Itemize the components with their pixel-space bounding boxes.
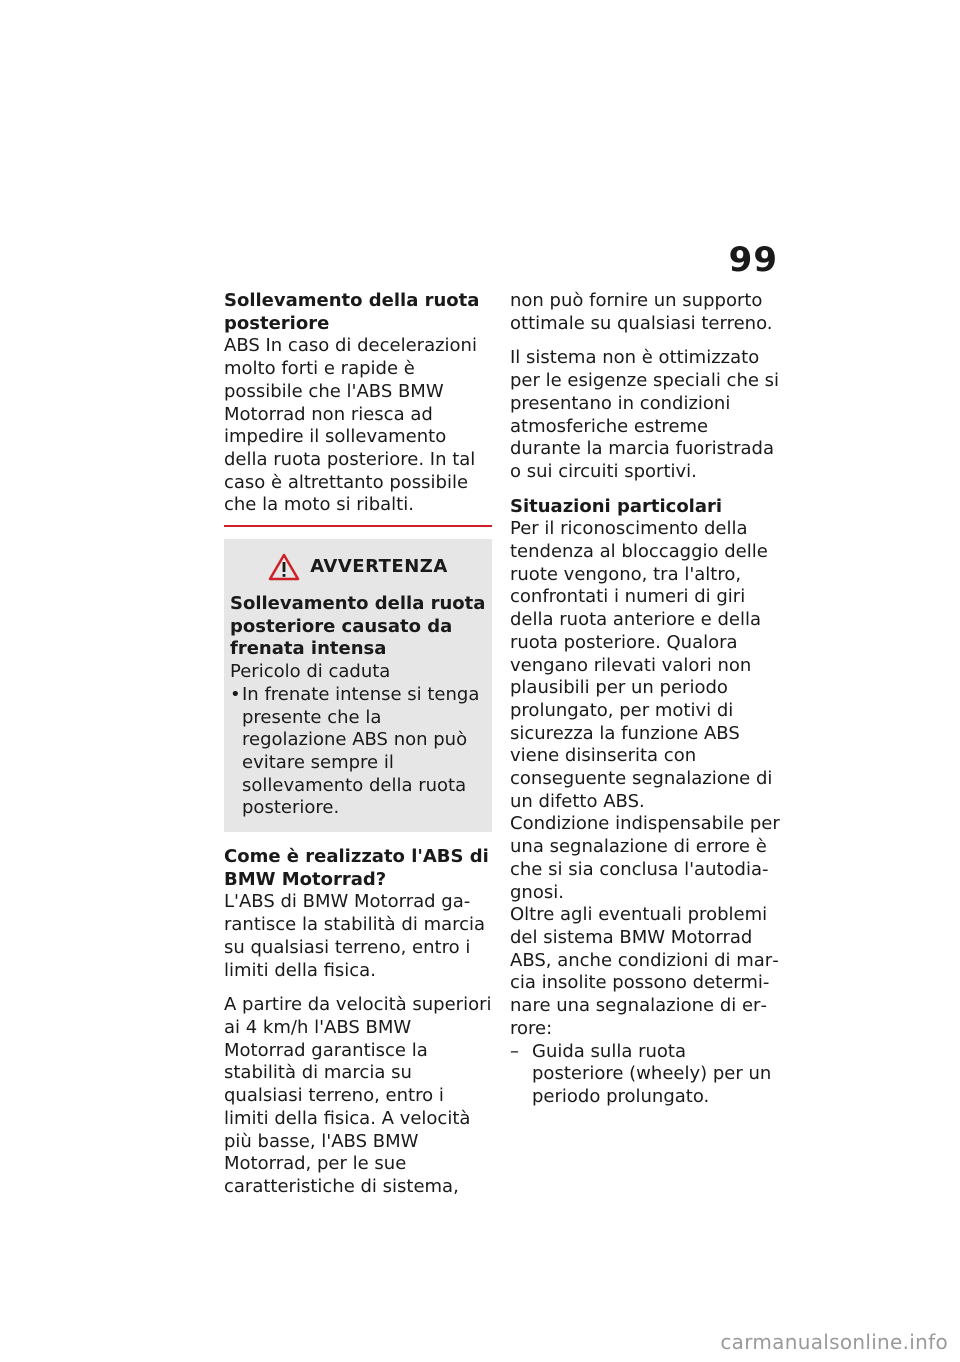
warning-triangle-icon <box>268 553 300 581</box>
section-rear-wheel-lift <box>224 290 492 527</box>
left-column <box>224 290 492 1211</box>
warning-box <box>224 539 492 832</box>
list-item-text: In frenate intense si tenga presente che la regolazione ABS non può evitare sempre il sollevamento della ruota posteriore. <box>242 683 480 819</box>
section-heading: Situazioni particolari <box>510 495 723 517</box>
section-heading: Sollevamento della ruota posteriore <box>224 290 480 334</box>
right-column <box>510 290 782 1109</box>
bullet-icon: • <box>230 683 241 705</box>
dash-icon: – <box>510 1040 519 1062</box>
warning-label: AVVERTENZA <box>310 555 448 577</box>
warning-bullet-list <box>230 684 486 820</box>
page-number: 99 <box>728 240 778 280</box>
warning-heading: Sollevamento della ruota posteriore causato da frenata intensa <box>230 593 486 660</box>
section-special-situations <box>510 496 782 1109</box>
list-item-text: Guida sulla ruota posteriore (wheely) per un periodo prolungato. <box>532 1040 772 1107</box>
warning-title-row <box>230 553 486 581</box>
section-text: ABS In caso di decelerazioni molto forti e rapide è possibile che l'ABS BMW Motorrad non riesca ad impedire il sollevamento della ruota posteriore. In tal caso è altrettanto possibile che la moto si ribalti. <box>224 335 477 516</box>
warning-hazard: Pericolo di caduta <box>230 661 391 683</box>
section-heading: Come è realizzato l'ABS di BMW Motorrad? <box>224 846 489 890</box>
paragraph: Oltre agli eventuali problemi del sistema BMW Motorrad ABS, anche condizioni di marcia insolite possono determinare una segnalazione di errore: <box>510 904 779 1039</box>
list-item <box>510 1041 782 1109</box>
paragraph: non può fornire un supporto ottimale su qualsiasi terreno. <box>510 290 773 334</box>
paragraph: L'ABS di BMW Motorrad garantisce la stabilità di marcia su qualsiasi terreno, entro i limiti della fisica. <box>224 891 486 981</box>
paragraph: A partire da velocità superiori ai 4 km/h l'ABS BMW Motorrad garantisce la stabilità di marcia su qualsiasi terreno, entro i limiti della fisica. A velocità più basse, l'ABS BMW Motorrad, per le sue caratteristiche di sistema, <box>224 994 492 1197</box>
watermark: carmanualsonline.info <box>720 1330 948 1354</box>
dash-list <box>510 1041 782 1109</box>
paragraph: Il sistema non è ottimizzato per le esigenze speciali che si presentano in condizioni atmosferiche estreme durante la marcia fuoristrada o sui circuiti sportivi. <box>510 347 780 482</box>
paragraph: Per il riconoscimento della tendenza al bloccaggio delle ruote vengono, tra l'altro, confrontati i numeri di giri della ruota anteriore e della ruota posteriore. Qualora vengano rilevati valori non plausibili per un periodo prolungato, per motivi di sicurezza la funzione ABS viene disinserita con conseguente segnalazione di un difetto ABS. <box>510 518 773 812</box>
paragraph: Condizione indispensabile per una segnalazione di errore è che si sia conclusa l'autodiagnosi. <box>510 813 780 903</box>
list-item <box>230 684 486 820</box>
section-abs-design <box>224 846 492 1199</box>
red-divider <box>224 525 492 527</box>
